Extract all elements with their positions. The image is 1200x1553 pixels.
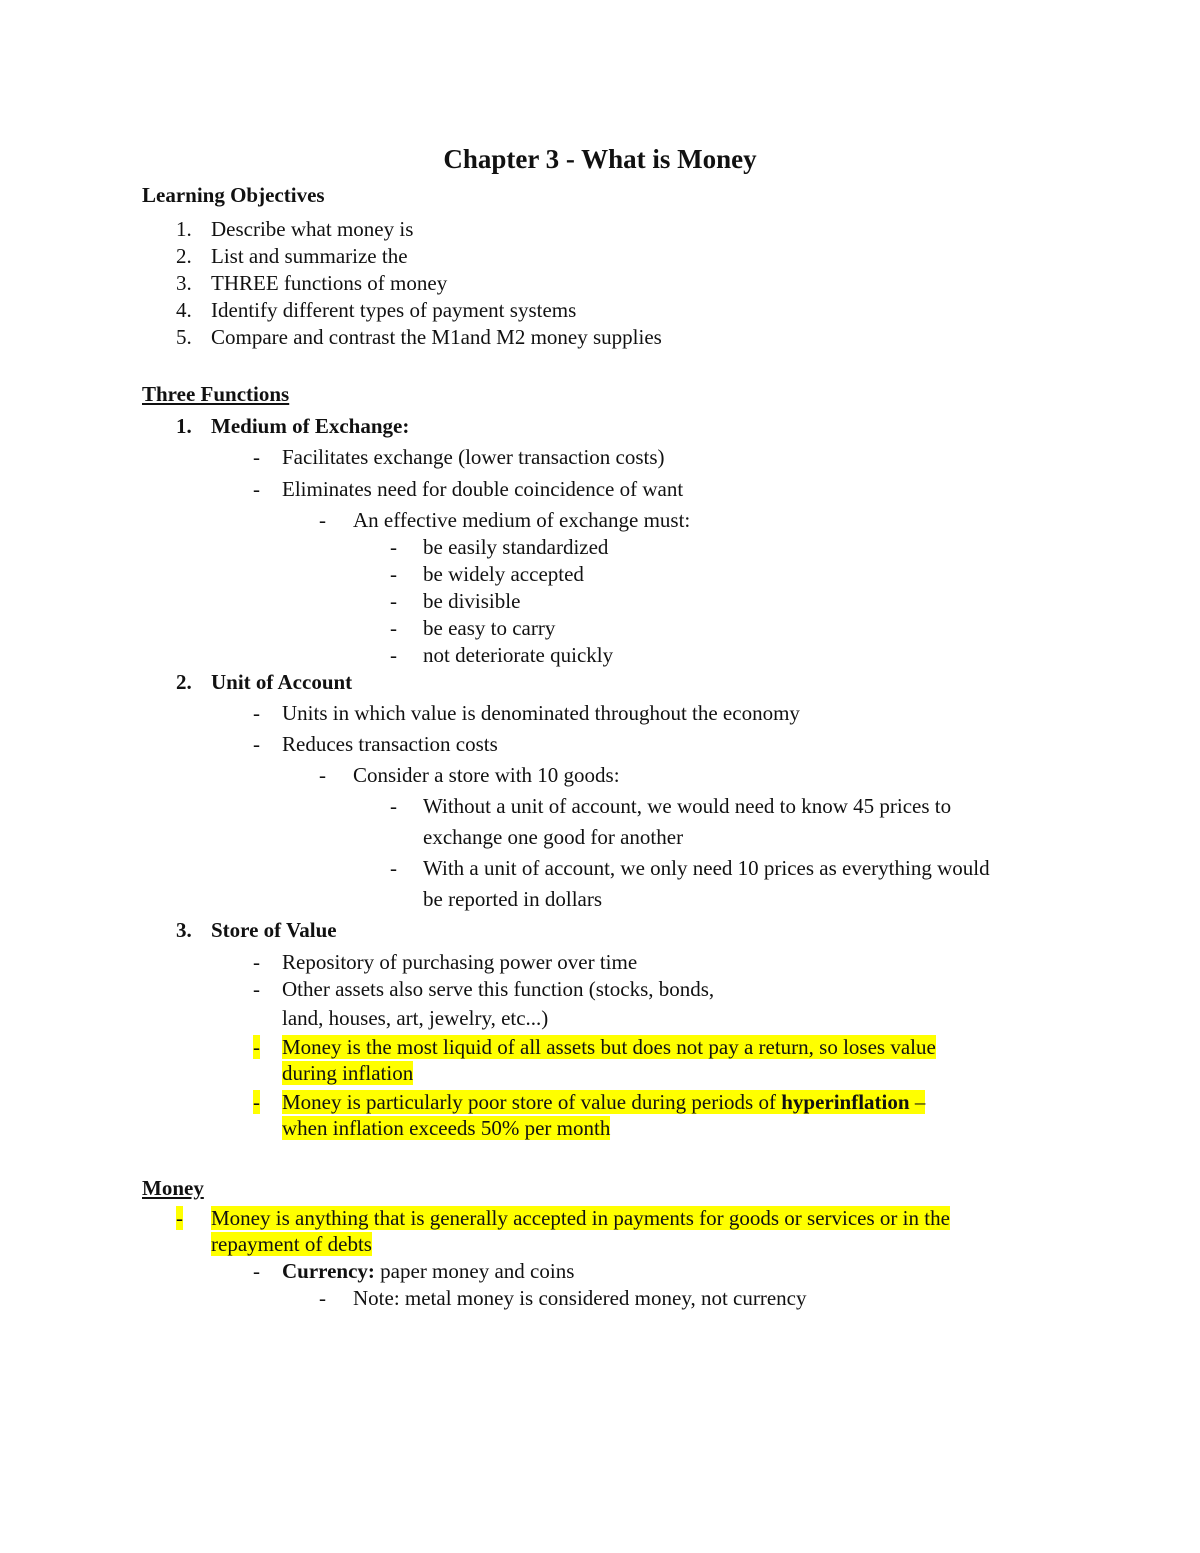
bullet-text: be widely accepted [423, 562, 584, 586]
bullet-dash [176, 1205, 183, 1231]
objective-item: THREE functions of money [211, 271, 448, 295]
learning-objectives-heading: Learning Objectives [142, 183, 325, 207]
bullet-text: Consider a store with 10 goods: [353, 763, 620, 787]
objective-number: 1. [176, 217, 192, 241]
highlight: when inflation exceeds 50% per month [282, 1116, 611, 1140]
store-of-value-heading: Store of Value [211, 918, 337, 942]
bullet-dash: - [319, 763, 326, 787]
bullet-dash [253, 1034, 260, 1060]
bullet-dash: - [390, 643, 397, 667]
highlighted-bullet-text-continued [282, 1115, 610, 1141]
objective-item: List and summarize the [211, 244, 408, 268]
bullet-text: be divisible [423, 589, 521, 613]
highlighted-bullet-text-continued [282, 1060, 413, 1086]
bullet-dash: - [390, 794, 397, 818]
bullet-text: not deteriorate quickly [423, 643, 614, 667]
function-number: 2. [176, 670, 192, 694]
currency-term: Currency: [282, 1259, 375, 1283]
objective-item: Compare and contrast the M1and M2 money supplies [211, 325, 662, 349]
bullet-dash: - [319, 508, 326, 532]
bullet-text: With a unit of account, we only need 10 prices as everything would [423, 856, 990, 880]
highlight: - [253, 1035, 260, 1059]
bullet-text: Facilitates exchange (lower transaction costs) [282, 445, 665, 469]
bullet-text-pre: Money is particularly poor store of value during periods of [282, 1090, 782, 1114]
bullet-text: Note: metal money is considered money, not currency [353, 1286, 807, 1310]
highlight: - [176, 1206, 183, 1230]
bullet-dash: - [390, 856, 397, 880]
objective-number: 2. [176, 244, 192, 268]
highlight: Money is anything that is generally accepted in payments for goods or services or in the [211, 1206, 950, 1230]
page-title: Chapter 3 - What is Money [443, 144, 757, 174]
highlighted-bullet-text [282, 1089, 925, 1115]
bullet-dash: - [253, 445, 260, 469]
bullet-text-continued: exchange one good for another [423, 825, 684, 849]
money-heading: Money [142, 1176, 204, 1200]
medium-of-exchange-heading: Medium of Exchange: [211, 414, 410, 438]
objective-number: 3. [176, 271, 192, 295]
bullet-text: be easily standardized [423, 535, 609, 559]
bullet-dash: - [253, 477, 260, 501]
bullet-dash: - [390, 589, 397, 613]
objective-number: 4. [176, 298, 192, 322]
highlight: Money is the most liquid of all assets but does not pay a return, so loses value [282, 1035, 936, 1059]
highlight [282, 1090, 925, 1114]
bullet-dash [253, 1089, 260, 1115]
highlight: during inflation [282, 1061, 414, 1085]
bullet-dash: - [390, 535, 397, 559]
bullet-dash: - [253, 701, 260, 725]
objective-number: 5. [176, 325, 192, 349]
highlight: repayment of debts [211, 1232, 372, 1256]
highlighted-bullet-text [282, 1034, 936, 1060]
bullet-text: Units in which value is denominated throughout the economy [282, 701, 800, 725]
bullet-text: Eliminates need for double coincidence of want [282, 477, 684, 501]
currency-text: paper money and coins [374, 1259, 575, 1283]
bullet-dash: - [253, 977, 260, 1001]
highlighted-bullet-text-continued [211, 1231, 372, 1257]
bullet-dash: - [390, 562, 397, 586]
bullet-text-continued: be reported in dollars [423, 887, 603, 911]
bullet-dash: - [253, 950, 260, 974]
three-functions-heading: Three Functions [142, 382, 290, 406]
bullet-text-continued: land, houses, art, jewelry, etc...) [282, 1006, 549, 1030]
bullet-text-post: – [909, 1090, 926, 1114]
highlight: - [253, 1090, 260, 1114]
bullet-text: Other assets also serve this function (stocks, bonds, [282, 977, 715, 1001]
currency-definition [282, 1258, 574, 1284]
bullet-dash: - [253, 1259, 260, 1283]
unit-of-account-heading: Unit of Account [211, 670, 353, 694]
objective-item: Describe what money is [211, 217, 414, 241]
function-number: 3. [176, 918, 192, 942]
highlighted-bullet-text [211, 1205, 950, 1231]
bullet-dash: - [319, 1286, 326, 1310]
hyperinflation-term: hyperinflation [781, 1090, 910, 1114]
bullet-text: Repository of purchasing power over time [282, 950, 638, 974]
bullet-dash: - [390, 616, 397, 640]
objective-item: Identify different types of payment systems [211, 298, 577, 322]
bullet-dash: - [253, 732, 260, 756]
bullet-text: be easy to carry [423, 616, 556, 640]
bullet-text: An effective medium of exchange must: [353, 508, 691, 532]
bullet-text: Without a unit of account, we would need to know 45 prices to [423, 794, 952, 818]
bullet-text: Reduces transaction costs [282, 732, 498, 756]
function-number: 1. [176, 414, 192, 438]
